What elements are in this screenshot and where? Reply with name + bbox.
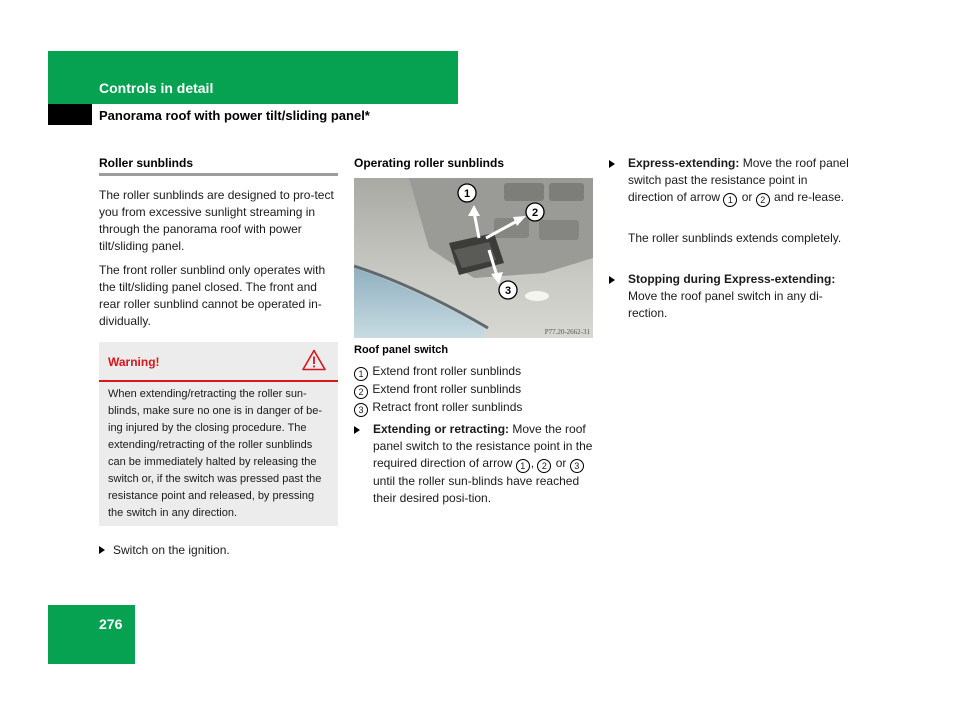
step-text: or [738, 190, 756, 204]
inline-number: 1 [516, 459, 530, 473]
warning-rule [99, 380, 338, 382]
photo-caption: Roof panel switch [354, 344, 449, 356]
legend-item [354, 363, 594, 381]
legend-item [354, 381, 594, 399]
legend-text: Extend front roller sunblinds [372, 364, 522, 378]
step-text: or [552, 456, 570, 470]
express-extending-step [609, 155, 849, 207]
step-label: Express-extending: [628, 156, 740, 170]
roof-panel-switch-photo [354, 178, 593, 338]
bullet-arrow-icon [354, 426, 360, 434]
step-text: until the roller sun-blinds have reached their desired posi-tion. [373, 474, 580, 505]
header-marker [48, 104, 92, 125]
bullet-arrow-icon [609, 276, 615, 284]
svg-text:2: 2 [531, 207, 539, 219]
stopping-step [609, 271, 849, 322]
step-text: and re-lease. [770, 190, 845, 204]
operation-paragraph: The front roller sunblind only operates with the tilt/sliding panel closed. The front and rear roller sunblind cannot be operated in-dividually. [99, 263, 326, 328]
legend-number: 2 [354, 385, 368, 399]
roller-sunblinds-heading: Roller sunblinds [99, 156, 194, 170]
subsection-title: Panorama roof with power tilt/sliding panel* [99, 108, 370, 123]
inline-number: 1 [723, 193, 737, 207]
extending-step-text [373, 421, 594, 507]
stopping-step-text [628, 271, 849, 322]
heading-rule [99, 173, 338, 176]
step-text: , [530, 456, 538, 470]
page-number-band [48, 605, 135, 664]
inline-number: 2 [756, 193, 770, 207]
legend-number: 1 [354, 367, 368, 381]
warning-triangle-icon [302, 349, 326, 371]
ignition-step-text: Switch on the ignition. [113, 543, 230, 557]
extending-step [354, 421, 594, 507]
photo-code: P77.20-2662-31 [544, 328, 590, 336]
step-text: Move the roof panel switch in any di-rection. [628, 289, 823, 320]
header-band [48, 51, 458, 104]
warning-text: When extending/retracting the roller sun-blinds, make sure no one is in danger of be-ing injured by the closing procedure. The extending/retracting of the roller sunblinds can be immediately halted by releasing the switch or, if the switch was pressed past the resistance point and released, by pressing the switch in any direction. [108, 388, 323, 519]
legend-number: 3 [354, 403, 368, 417]
step-label: Extending or retracting: [373, 422, 510, 436]
legend-text: Retract front roller sunblinds [372, 400, 523, 414]
express-step-text [628, 155, 849, 207]
operating-heading: Operating roller sunblinds [354, 156, 505, 170]
step-text: Move the roof panel switch past the resistance point in direction of arrow [628, 156, 849, 204]
section-title: Controls in detail [99, 80, 214, 96]
bullet-arrow-icon [99, 546, 105, 554]
page-number: 276 [99, 616, 123, 632]
step-label: Stopping during Express-extending: [628, 272, 836, 286]
extends-completely-text: The roller sunblinds extends completely. [628, 231, 842, 245]
inline-number: 2 [537, 459, 551, 473]
inline-number: 3 [570, 459, 584, 473]
intro-paragraph: The roller sunblinds are designed to pro-tect you from excessive sunlight streaming in through the panorama roof with power tilt/sliding panel. [99, 188, 334, 253]
warning-title: Warning! [108, 355, 160, 369]
svg-text:3: 3 [504, 285, 512, 297]
step-text: Move the roof panel switch to the resistance point in the required direction of arrow [373, 422, 593, 470]
bullet-arrow-icon [609, 160, 615, 168]
legend-text: Extend front roller sunblinds [372, 382, 522, 396]
legend-item [354, 399, 594, 417]
svg-text:1: 1 [463, 188, 471, 200]
legend-list [354, 363, 594, 417]
ignition-step [99, 542, 339, 559]
